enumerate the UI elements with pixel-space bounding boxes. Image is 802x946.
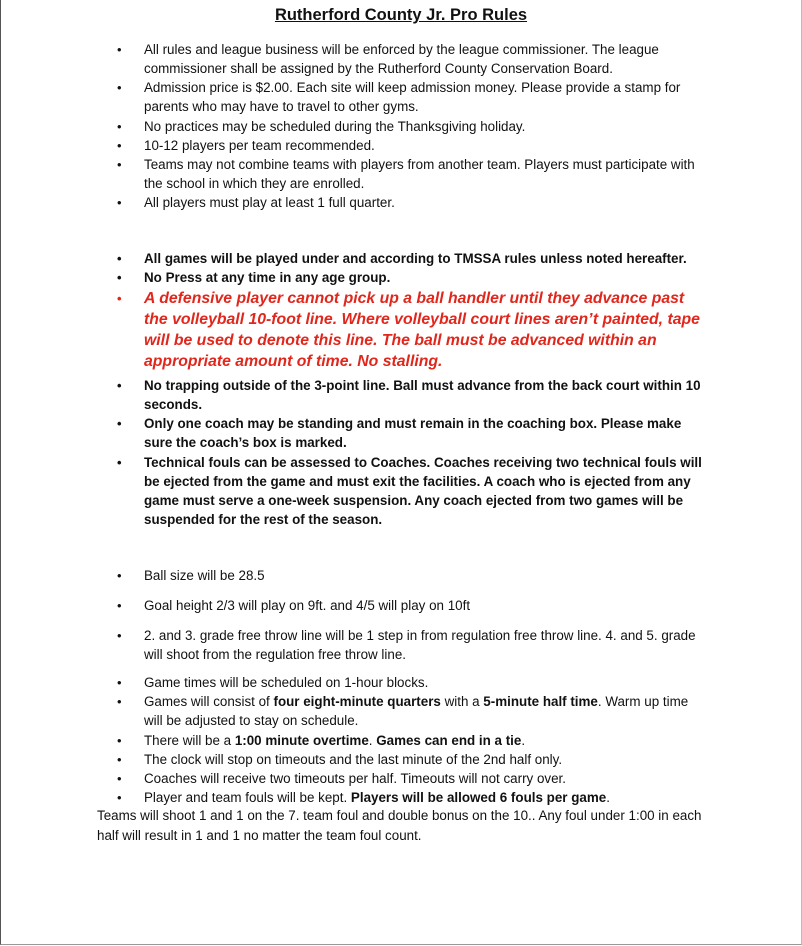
rule-game-length-text-3: . Warm up time will be adjusted to stay on schedule.: [144, 694, 689, 728]
rule-one-coach-standing: • Only one coach may be standing and must remain in the coaching box. Please make sure the coach’s box is marked.: [144, 414, 709, 452]
rule-fouls-kept: [144, 788, 709, 807]
rule-game-length: [144, 692, 709, 730]
rule-clock-stops: • The clock will stop on timeouts and the last minute of the 2nd half only.: [144, 750, 709, 769]
rule-overtime-tie: Games can end in a tie: [376, 733, 522, 748]
rule-no-press: • No Press at any time in any age group.: [144, 268, 709, 287]
rule-no-trapping: • No trapping outside of the 3-point line. Ball must advance from the back court within 10 seconds.: [144, 376, 709, 414]
team-foul-bonus-note: Teams will shoot 1 and 1 on the 7. team foul and double bonus on the 10.. Any foul under 1:00 in each half will result in 1 and 1 no matter the team foul count.: [97, 808, 702, 843]
rule-fouls-per-game: Players will be allowed 6 fouls per game: [350, 790, 607, 805]
rule-game-length-halftime: 5-minute half time: [483, 694, 598, 709]
rule-timeouts: • Coaches will receive two timeouts per half. Timeouts will not carry over.: [144, 769, 709, 788]
rule-goal-height: • Goal height 2/3 will play on 9ft. and 4/5 will play on 10ft: [144, 596, 709, 615]
rule-players-per-team: • 10-12 players per team recommended.: [144, 136, 709, 155]
rule-overtime: [144, 731, 709, 750]
rule-fouls-text-1: Player and team fouls will be kept.: [144, 790, 351, 805]
rule-overtime-text-3: .: [521, 733, 526, 748]
rule-tmssa: • All games will be played under and according to TMSSA rules unless noted hereafter.: [144, 249, 709, 268]
rule-free-throw-line: • 2. and 3. grade free throw line will be 1 step in from regulation free throw line. 4. and 5. grade will shoot from the regulation free throw line.: [144, 626, 709, 664]
rule-admission: • Admission price is $2.00. Each site will keep admission money. Please provide a stamp for parents who may have to travel to other gyms.: [144, 78, 709, 116]
rule-game-times: • Game times will be scheduled on 1-hour blocks.: [144, 673, 709, 692]
rule-no-combining-teams: • Teams may not combine teams with players from another team. Players must participate with the school in which they are enrolled.: [144, 155, 709, 193]
rule-defensive-player-highlight: • A defensive player cannot pick up a ball handler until they advance past the volleyball 10-foot line. Where volleyball court lines aren’t painted, tape will be used to denote this line. The ball must be advanced within an appropriate amount of time. No stalling.: [144, 288, 709, 372]
rule-commissioner: • All rules and league business will be enforced by the league commissioner. The league commissioner shall be assigned by the Rutherford County Conservation Board.: [144, 40, 709, 78]
rule-technical-fouls: • Technical fouls can be assessed to Coaches. Coaches receiving two technical fouls will be ejected from the game and must exit the facilities. A coach who is ejected from any game must serve a one-week suspension. Any coach ejected from two games will be suspended for the rest of the season.: [144, 453, 709, 529]
rule-full-quarter: • All players must play at least 1 full quarter.: [144, 193, 709, 212]
rule-game-length-text-2: with a: [440, 694, 484, 709]
rule-no-practices: • No practices may be scheduled during the Thanksgiving holiday.: [144, 117, 709, 136]
rule-game-length-quarters: four eight-minute quarters: [273, 694, 441, 709]
rule-overtime-text-1: There will be a: [144, 733, 235, 748]
rule-game-length-text-1: Games will consist of: [144, 694, 274, 709]
rule-overtime-text-2: .: [368, 733, 377, 748]
document-title: Rutherford County Jr. Pro Rules: [274, 6, 528, 24]
rule-ball-size: • Ball size will be 28.5: [144, 566, 709, 585]
rule-overtime-duration: 1:00 minute overtime: [234, 733, 369, 748]
rule-fouls-text-2: .: [606, 790, 610, 805]
